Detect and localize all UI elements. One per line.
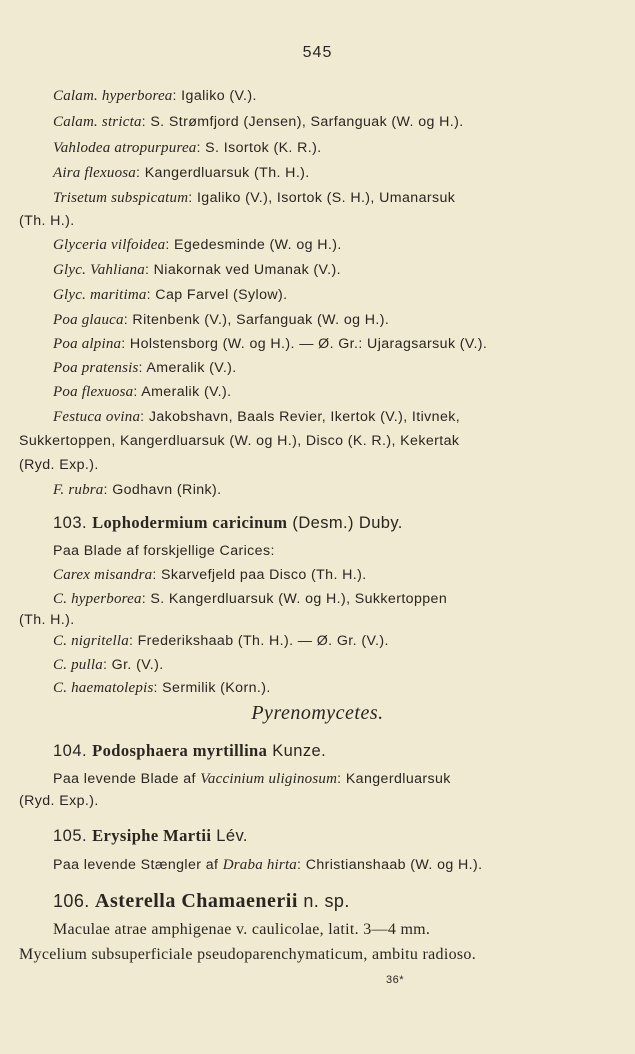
list-item: Vahlodea atropurpurea: S. Isortok (K. R.). bbox=[53, 140, 322, 156]
section-title: Pyrenomycetes. bbox=[251, 702, 384, 724]
description-line: Maculae atrae amphigenae v. caulicolae, latit. 3—4 mm. bbox=[53, 921, 431, 938]
list-item: Poa pratensis: Ameralik (V.). bbox=[53, 360, 237, 376]
list-item-continuation: (Th. H.). bbox=[19, 612, 75, 628]
list-item: C. pulla: Gr. (V.). bbox=[53, 657, 164, 673]
list-item: Glyc. Vahliana: Niakornak ved Umanak (V.). bbox=[53, 262, 341, 278]
list-item: Poa glauca: Ritenbenk (V.), Sarfanguak (W. og H.). bbox=[53, 312, 390, 328]
signature-mark: 36* bbox=[386, 974, 405, 986]
species-heading-103: 103. Lophodermium caricinum (Desm.) Duby. bbox=[53, 513, 403, 532]
list-item: Glyceria vilfoidea: Egedesminde (W. og H.). bbox=[53, 237, 342, 253]
list-item: Aira flexuosa: Kangerdluarsuk (Th. H.). bbox=[53, 165, 310, 181]
list-item: Calam. stricta: S. Strømfjord (Jensen), Sarfanguak (W. og H.). bbox=[53, 114, 464, 130]
list-item: C. haematolepis: Sermilik (Korn.). bbox=[53, 680, 271, 696]
list-item: Poa alpina: Holstensborg (W. og H.). — Ø. Gr.: Ujaragsarsuk (V.). bbox=[53, 336, 488, 352]
list-item: F. rubra: Godhavn (Rink). bbox=[53, 482, 222, 498]
list-item: Calam. hyperborea: Igaliko (V.). bbox=[53, 88, 257, 104]
list-item: C. hyperborea: S. Kangerdluarsuk (W. og H.), Sukkertoppen bbox=[53, 591, 448, 607]
species-heading-106: 106. Asterella Chamaenerii n. sp. bbox=[53, 890, 350, 912]
list-item: Glyc. maritima: Cap Farvel (Sylow). bbox=[53, 287, 288, 303]
list-item: Poa flexuosa: Ameralik (V.). bbox=[53, 384, 232, 400]
page-number: 545 bbox=[302, 44, 333, 61]
list-item-continuation: Sukkertoppen, Kangerdluarsuk (W. og H.), Disco (K. R.), Kekertak bbox=[19, 433, 460, 449]
list-item: Festuca ovina: Jakobshavn, Baals Revier, Ikertok (V.), Itivnek, bbox=[53, 409, 461, 425]
species-heading-104: 104. Podosphaera myrtillina Kunze. bbox=[53, 741, 327, 760]
list-item-continuation: (Ryd. Exp.). bbox=[19, 457, 99, 473]
list-item: Trisetum subspicatum: Igaliko (V.), Isortok (S. H.), Umanarsuk bbox=[53, 190, 456, 206]
description-line: Mycelium subsuperficiale pseudoparenchymaticum, ambitu radioso. bbox=[19, 946, 477, 963]
host-line: Paa levende Stængler af Draba hirta: Christianshaab (W. og H.). bbox=[53, 857, 483, 873]
list-item: Carex misandra: Skarvefjeld paa Disco (Th. H.). bbox=[53, 567, 367, 583]
list-item-continuation: (Ryd. Exp.). bbox=[19, 793, 99, 809]
host-line: Paa Blade af forskjellige Carices: bbox=[53, 543, 275, 559]
list-item: C. nigritella: Frederikshaab (Th. H.). — Ø. Gr. (V.). bbox=[53, 633, 389, 649]
species-heading-105: 105. Erysiphe Martii Lév. bbox=[53, 826, 248, 845]
list-item-continuation: (Th. H.). bbox=[19, 213, 75, 229]
host-line: Paa levende Blade af Vaccinium uliginosum: Kangerdluarsuk bbox=[53, 771, 451, 787]
